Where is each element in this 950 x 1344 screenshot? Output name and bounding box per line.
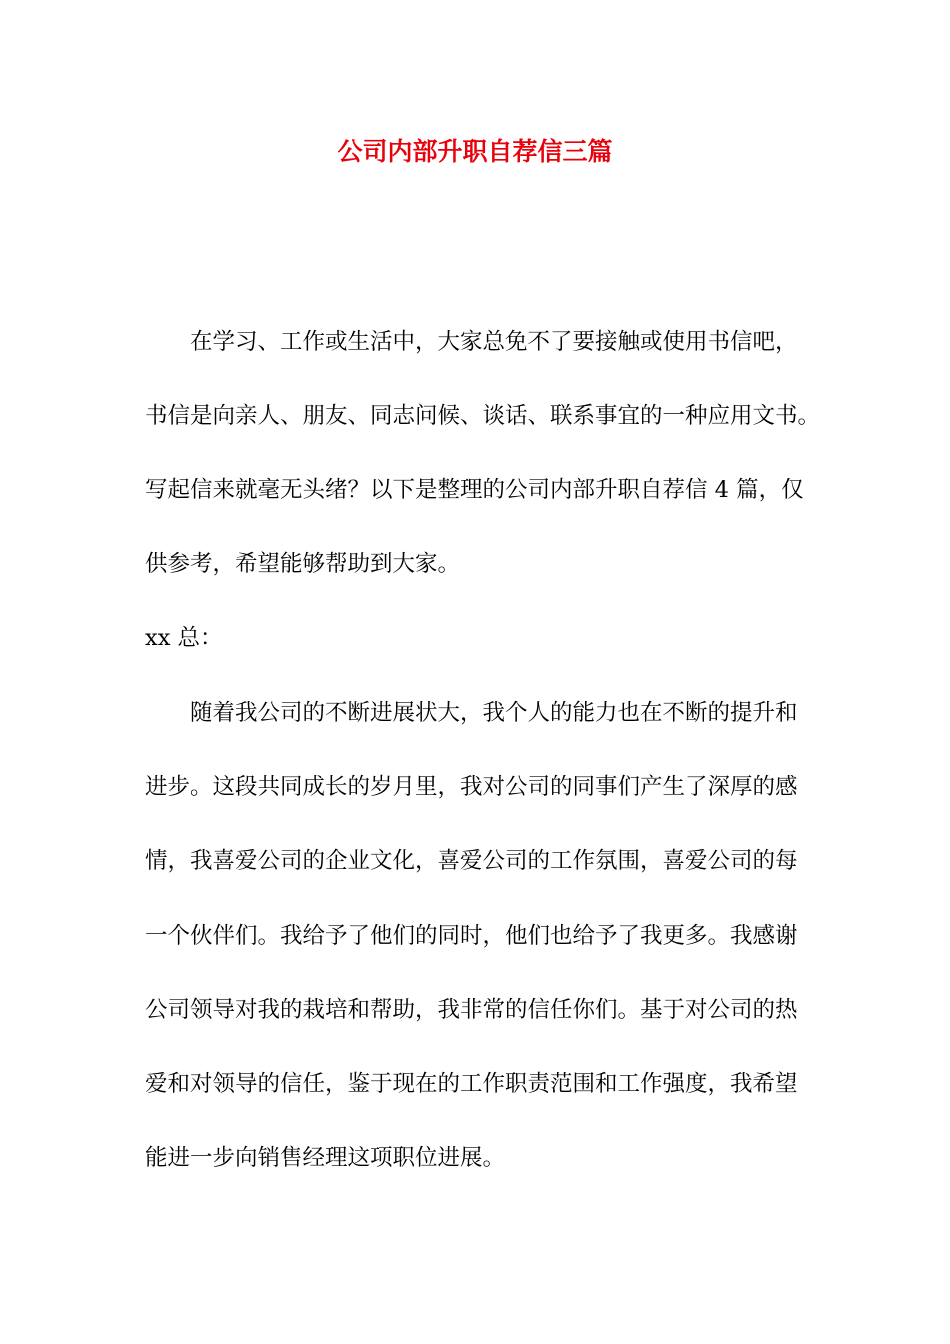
paragraph-line: 能进一步向销售经理这项职位进展。: [145, 1145, 506, 1171]
paragraph-line: 供参考，希望能够帮助到大家。: [145, 551, 461, 577]
paragraph-line: 写起信来就毫无头绪？以下是整理的公司内部升职自荐信 4 篇，仅: [145, 477, 804, 503]
paragraph-line: 爱和对领导的信任，鉴于现在的工作职责范围和工作强度，我希望: [145, 1071, 798, 1097]
paragraph-line: 公司领导对我的栽培和帮助，我非常的信任你们。基于对公司的热: [145, 997, 798, 1023]
salutation: xx 总：: [145, 625, 223, 651]
paragraph-line: 随着我公司的不断进展状大，我个人的能力也在不断的提升和: [190, 700, 798, 726]
paragraph-line: 在学习、工作或生活中，大家总免不了要接触或使用书信吧，: [190, 329, 798, 355]
paragraph-line: 书信是向亲人、朋友、同志问候、谈话、联系事宜的一种应用文书。: [145, 403, 821, 429]
paragraph-line: 进步。这段共同成长的岁月里，我对公司的同事们产生了深厚的感: [145, 774, 798, 800]
paragraph-line: 情，我喜爱公司的企业文化，喜爱公司的工作氛围，喜爱公司的每: [145, 848, 798, 874]
document-title: 公司内部升职自荐信三篇: [337, 137, 613, 166]
paragraph-line: 一个伙伴们。我给予了他们的同时，他们也给予了我更多。我感谢: [145, 923, 798, 949]
